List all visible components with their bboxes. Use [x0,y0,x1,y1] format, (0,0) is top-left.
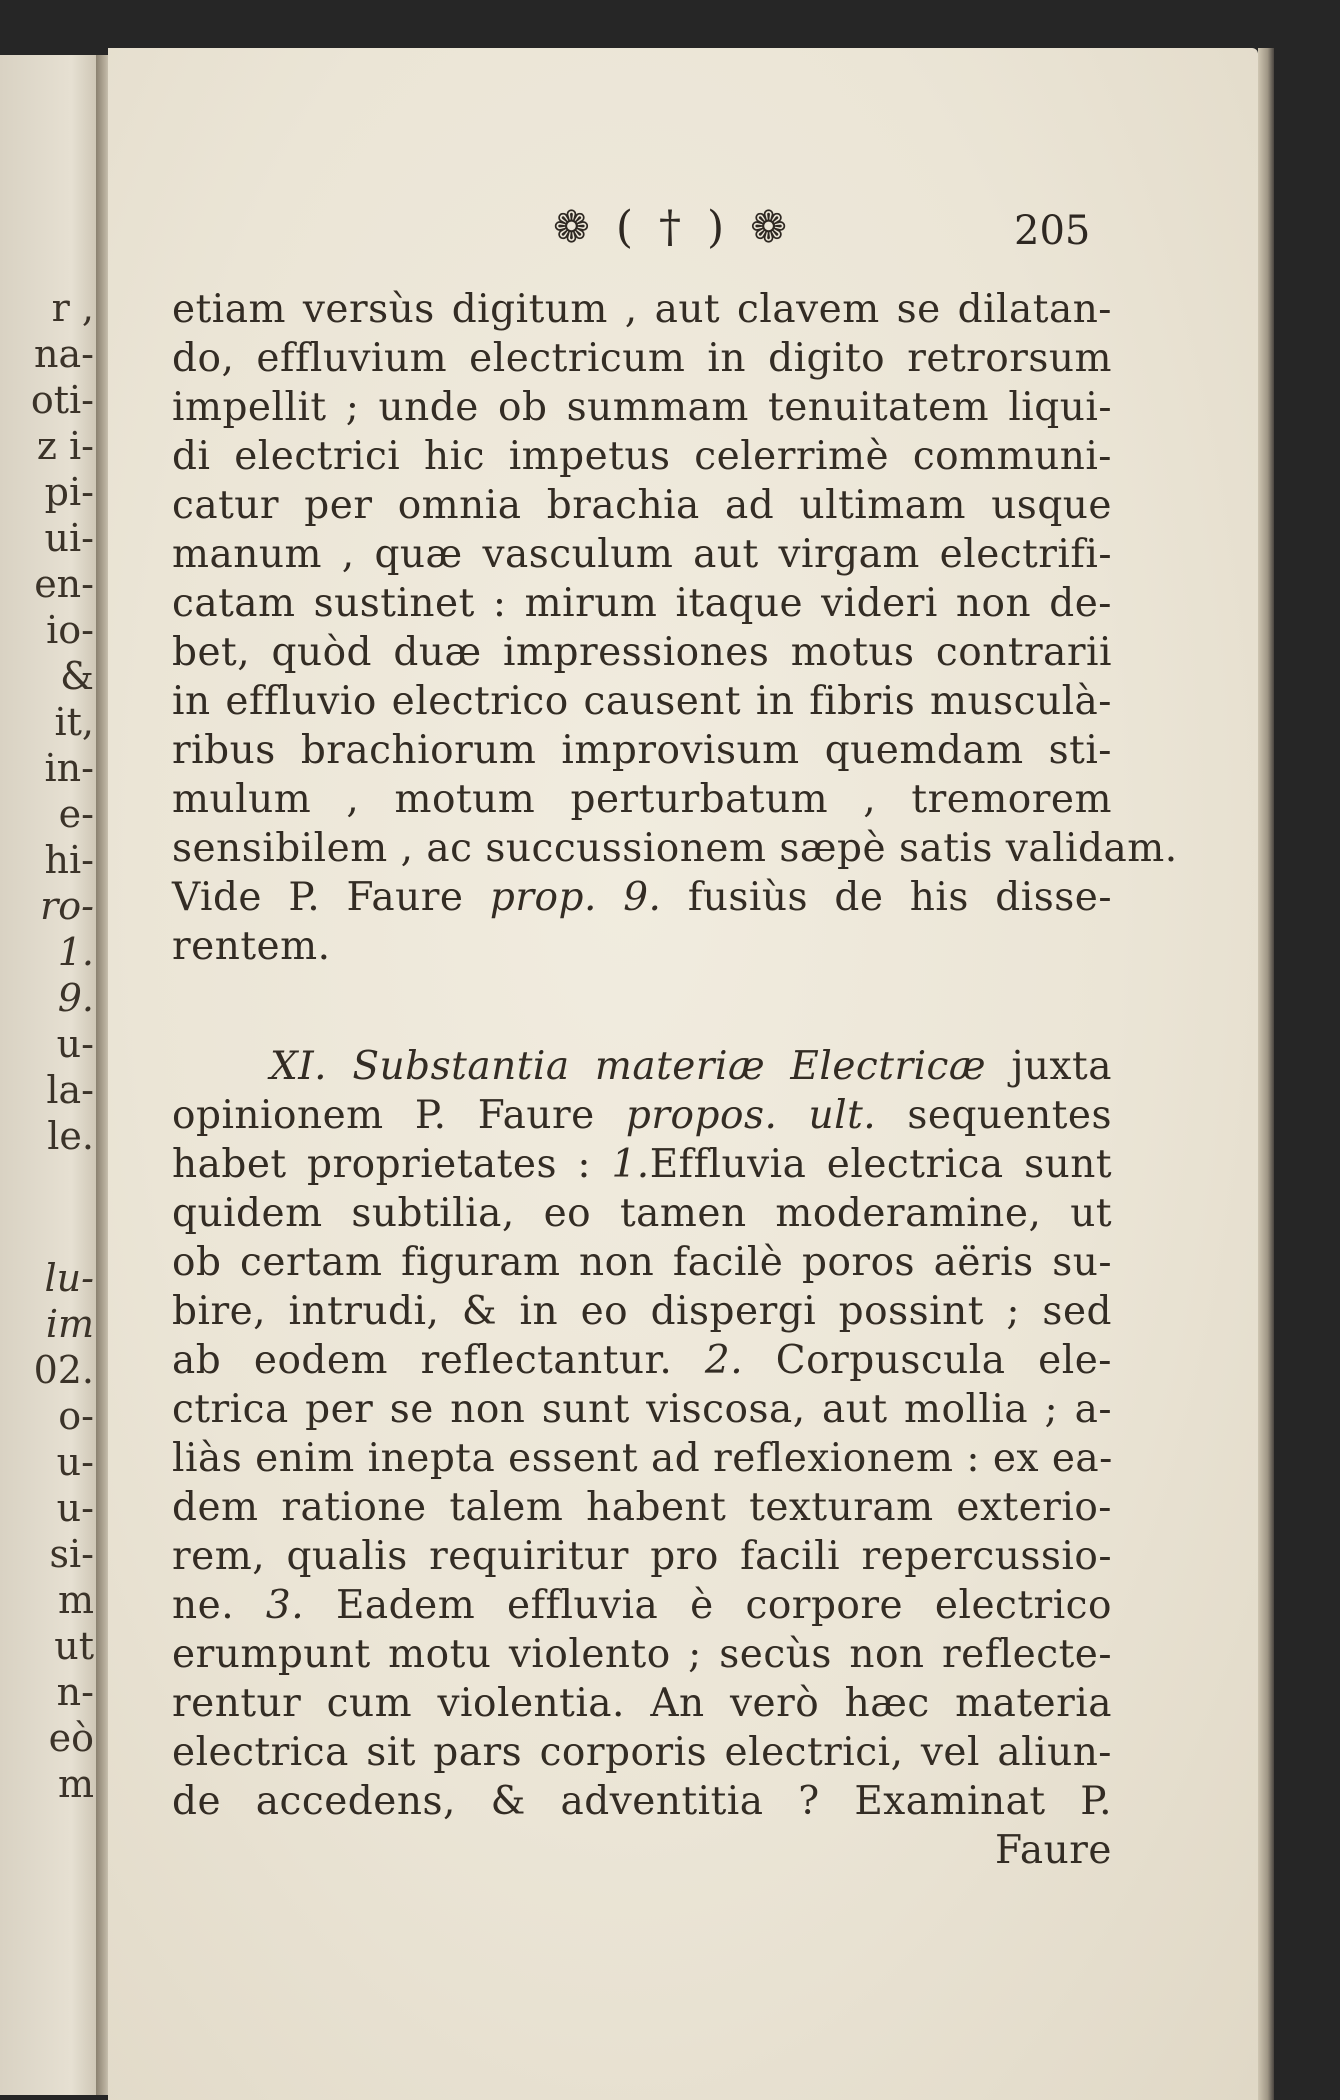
text-run: Vide P. Faure [172,875,464,920]
left-page-fragment: si- [49,1532,94,1576]
text-line: ctrica per se non sunt viscosa, aut mollia ; a- [172,1387,1112,1432]
catchword: Faure [994,1828,1112,1873]
text-line: catam sustinet : mirum itaque videri non de- [172,581,1112,626]
page-header [108,200,1258,260]
left-page-fragment: na- [34,332,94,376]
body-text [172,285,1178,1875]
text-line: ob certam figuram non facilè poros aëris su- [172,1240,1112,1285]
left-page-fragment: in- [44,746,94,790]
list-number: 1. [611,1142,650,1187]
left-page-fragment: en- [34,562,94,606]
left-page-fragment: u- [56,1022,94,1066]
text-line: bet, quòd duæ impressiones motus contrarii [172,630,1112,675]
left-page-margin [0,55,102,2095]
text-line: impellit ; unde ob summam tenuitatem liqui- [172,385,1112,430]
text-run: juxta [1011,1044,1112,1089]
text-line: in effluvio electrico causent in fibris musculà- [172,679,1112,724]
text-line: etiam versùs digitum , aut clavem se dilatan- [172,287,1112,332]
list-number: 2. [704,1338,744,1383]
left-page-fragment: ro- [40,884,94,928]
text-line: electrica sit pars corporis electrici, vel aliun- [172,1730,1112,1775]
text-line [172,1336,1112,1385]
section-heading-line [172,1042,1112,1091]
left-page-fragment: it, [54,700,94,744]
text-line: ribus brachiorum improvisum quemdam sti- [172,728,1112,773]
left-page-fragment: pi- [44,470,94,514]
text-line: rentem. [172,924,331,969]
text-line: mulum , motum perturbatum , tremorem [172,777,1112,822]
text-line: rem, qualis requiritur pro facili repercussio- [172,1534,1112,1579]
left-page-fragment: im [45,1302,94,1346]
left-page-fragment: 1. [57,930,94,974]
text-line [172,1140,1112,1189]
text-line [172,1091,1112,1140]
text-run: ab eodem reflectantur. [172,1338,673,1383]
left-page-fragment: z i- [36,424,94,468]
left-page-fragment: io- [46,608,94,652]
left-page-fragment: u- [56,1486,94,1530]
left-page-fragment: ui- [44,516,94,560]
left-page-fragment: ut [54,1624,94,1668]
left-page-fragment: eò [48,1716,94,1760]
left-page-fragment: m [57,1762,94,1806]
left-page-fragment: o- [58,1394,94,1438]
text-line: de accedens, & adventitia ? Examinat P. [172,1779,1112,1824]
text-run: Eadem effluvia è corpore electrico [335,1583,1113,1628]
left-page-fragment: e- [58,792,94,836]
text-line [172,1581,1112,1630]
text-line: liàs enim inepta essent ad reflexionem : ex ea- [172,1436,1113,1481]
text-line: erumpunt motu violento ; secùs non reflecte- [172,1632,1112,1677]
left-page-fragment: & [60,654,94,698]
text-line: manum , quæ vasculum aut virgam electrifi- [172,532,1112,577]
text-run: opinionem P. Faure [172,1093,595,1138]
left-page-fragment: hi- [44,838,94,882]
left-page-fragment: r , [51,286,94,330]
paragraph-gap [172,971,1112,1042]
page-number: 205 [1014,208,1091,254]
left-page-fragment: la- [46,1068,94,1112]
text-line [172,873,1112,922]
text-line: sensibilem , ac succussionem sæpè satis validam. [172,826,1178,871]
header-ornament: ❁ ( † ) ❁ [552,202,793,253]
left-page-fragment: le. [47,1114,94,1158]
text-line: quidem subtilia, eo tamen moderamine, ut [172,1191,1112,1236]
text-run: habet proprietates : [172,1142,592,1187]
text-run: Corpuscula ele- [775,1338,1112,1383]
text-line: bire, intrudi, & in eo dispergi possint ; sed [172,1289,1112,1334]
left-page-fragment: u- [56,1440,94,1484]
left-page-fragment: oti- [30,378,94,422]
page-edge [1258,48,1274,2100]
section-heading: XI. Substantia materiæ Electricæ [270,1044,987,1089]
text-run: fusiùs de his disse- [687,875,1113,920]
citation: propos. ult. [625,1093,877,1138]
left-page-fragment: n- [56,1670,94,1714]
left-page-fragment: 02. [33,1348,94,1392]
left-page-fragment: m [57,1578,94,1622]
text-run: ne. [172,1583,235,1628]
text-line: catur per omnia brachia ad ultimam usque [172,483,1112,528]
citation: prop. 9. [489,875,662,920]
left-page-fragment: 9. [57,976,94,1020]
text-line: rentur cum violentia. An verò hæc materia [172,1681,1112,1726]
text-line: dem ratione talem habent texturam exterio- [172,1485,1112,1530]
left-page-fragment: lu- [44,1256,94,1300]
text-line: di electrici hic impetus celerrimè communi- [172,434,1112,479]
text-run: sequentes [907,1093,1112,1138]
text-line: do, effluvium electricum in digito retrorsum [172,336,1112,381]
list-number: 3. [265,1583,305,1628]
text-run: Effluvia electrica sunt [649,1142,1113,1187]
